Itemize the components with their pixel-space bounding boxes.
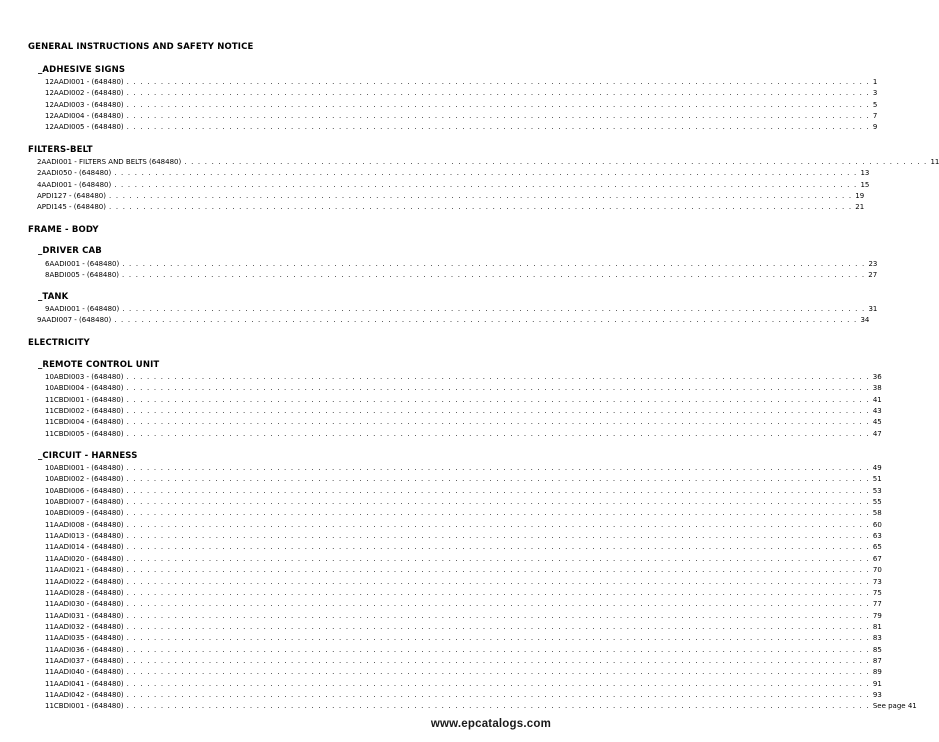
- toc-entry-label: 2AADI001 - FILTERS AND BELTS (648480): [37, 158, 182, 166]
- toc-dot-leader: . . . . . . . . . . . . . . . . . . . . . . . . . . . . . . . . . . . . . . . . . . . . . . . . . . . . . . . . . . . . . . . . . . . . . . . . . . . . . . . . . . . . . . . . . . . . . . . . . . . . . . . . . . . . .: [126, 543, 870, 552]
- toc-entry-page: 65: [872, 543, 882, 552]
- toc-entry-page: 73: [872, 577, 882, 586]
- toc-entry-page: 45: [872, 418, 882, 427]
- toc-entry-page: 87: [872, 656, 882, 665]
- toc-entry-label: 11AADI022 - (648480): [45, 577, 124, 586]
- toc-entry-page: 85: [872, 645, 882, 654]
- toc-entry-label: 11AADI040 - (648480): [45, 668, 124, 677]
- toc-entry-label: 11AADI036 - (648480): [45, 645, 124, 654]
- toc-entry-label: 12AADI002 - (648480): [45, 89, 124, 98]
- toc-entry-label: 11CBDI001 - (648480): [45, 702, 124, 711]
- section-title-frame-body: FRAME - BODY: [28, 225, 99, 235]
- toc-entry-label: 10ABDI009 - (648480): [45, 509, 124, 518]
- toc-entry[interactable]: [45, 520, 882, 531]
- toc-dot-leader: . . . . . . . . . . . . . . . . . . . . . . . . . . . . . . . . . . . . . . . . . . . . . . . . . . . . . . . . . . . . . . . . . . . . . . . . . . . . . . . . . . . . . . . . . . . . . . . . . . . . . . . . . . . . .: [126, 407, 870, 416]
- toc-entry-label: 11AADI037 - (648480): [45, 656, 124, 665]
- toc-entry[interactable]: [37, 168, 870, 179]
- toc-dot-leader: . . . . . . . . . . . . . . . . . . . . . . . . . . . . . . . . . . . . . . . . . . . . . . . . . . . . . . . . . . . . . . . . . . . . . . . . . . . . . . . . . . . . . . . . . . . . . . . . . . . . . . . . . . . . .: [126, 645, 870, 654]
- toc-dot-leader: . . . . . . . . . . . . . . . . . . . . . . . . . . . . . . . . . . . . . . . . . . . . . . . . . . . . . . . . . . . . . . . . . . . . . . . . . . . . . . . . . . . . . . . . . . . . . . . . . . . . . . . . . . . . .: [109, 203, 853, 212]
- toc-entry-label: 11AADI014 - (648480): [45, 543, 124, 552]
- toc-entry-page: 9: [872, 123, 878, 132]
- toc-entry[interactable]: [45, 554, 882, 565]
- toc-entry-label: 8ABDI005 - (648480): [45, 271, 120, 280]
- toc-dot-leader: . . . . . . . . . . . . . . . . . . . . . . . . . . . . . . . . . . . . . . . . . . . . . . . . . . . . . . . . . . . . . . . . . . . . . . . . . . . . . . . . . . . . . . . . . . . . . . . . . . . . . . . . . . . . .: [114, 316, 858, 325]
- toc-entry-label: 4AADI001 - (648480): [37, 180, 112, 189]
- toc-entry[interactable]: [45, 497, 882, 508]
- toc-entry-label: 12AADI005 - (648480): [45, 123, 124, 132]
- toc-entry-label: 11AADI042 - (648480): [45, 691, 124, 699]
- toc-entry[interactable]: [45, 77, 878, 88]
- toc-dot-leader: . . . . . . . . . . . . . . . . . . . . . . . . . . . . . . . . . . . . . . . . . . . . . . . . . . . . . . . . . . . . . . . . . . . . . . . . . . . . . . . . . . . . . . . . . . . . . . . . . . . . . . . . . . . . .: [126, 554, 870, 563]
- toc-entry-page: 60: [872, 520, 882, 529]
- toc-entry[interactable]: [45, 486, 882, 497]
- toc-entry[interactable]: [45, 701, 917, 712]
- toc-dot-leader: . . . . . . . . . . . . . . . . . . . . . . . . . . . . . . . . . . . . . . . . . . . . . . . . . . . . . . . . . . . . . . . . . . . . . . . . . . . . . . . . . . . . . . . . . . . . . . . . . . . . . . . . . . . . .: [126, 622, 870, 631]
- toc-dot-leader: . . . . . . . . . . . . . . . . . . . . . . . . . . . . . . . . . . . . . . . . . . . . . . . . . . . . . . . . . . . . . . . . . . . . . . . . . . . . . . . . . . . . . . . . . . . . . . . . . . . . . . . . . . . . .: [126, 123, 870, 132]
- toc-dot-leader: . . . . . . . . . . . . . . . . . . . . . . . . . . . . . . . . . . . . . . . . . . . . . . . . . . . . . . . . . . . . . . . . . . . . . . . . . . . . . . . . . . . . . . . . . . . . . . . . . . . . . . . . . . . . .: [126, 100, 870, 109]
- toc-dot-leader: . . . . . . . . . . . . . . . . . . . . . . . . . . . . . . . . . . . . . . . . . . . . . . . . . . . . . . . . . . . . . . . . . . . . . . . . . . . . . . . . . . . . . . . . . . . . . . . . . . . . . . . . . . . . .: [184, 158, 928, 166]
- toc-entry[interactable]: [45, 508, 882, 519]
- toc-entry-page: 75: [872, 588, 882, 597]
- toc-entry-label: 11AADI031 - (648480): [45, 611, 124, 620]
- toc-entry-label: 6AADI001 - (648480): [45, 260, 120, 268]
- toc-entry-label: 11AADI020 - (648480): [45, 554, 124, 563]
- toc-entry-label: 11AADI030 - (648480): [45, 600, 124, 609]
- toc-entry-label: 11AADI008 - (648480): [45, 520, 124, 529]
- section-title-electricity: ELECTRICITY: [28, 338, 90, 348]
- toc-entry-page: 70: [872, 566, 882, 575]
- toc-entry-label: 11CBDI004 - (648480): [45, 418, 124, 427]
- toc-entry-page: 23: [868, 260, 878, 268]
- toc-entry-page: 7: [872, 112, 878, 121]
- toc-entry[interactable]: [45, 622, 882, 633]
- toc-entry-label: APDI127 - (648480): [37, 192, 106, 201]
- toc-entry-page: 63: [872, 532, 882, 541]
- toc-dot-leader: . . . . . . . . . . . . . . . . . . . . . . . . . . . . . . . . . . . . . . . . . . . . . . . . . . . . . . . . . . . . . . . . . . . . . . . . . . . . . . . . . . . . . . . . . . . . . . . . . . . . . . . . . . . . .: [126, 532, 870, 541]
- toc-entry-page: 89: [872, 668, 882, 677]
- toc-entry-page: 13: [860, 169, 870, 178]
- toc-entry-label: 11AADI041 - (648480): [45, 679, 124, 688]
- toc-entry-page: 51: [872, 475, 882, 484]
- toc-entry-label: 10ABDI001 - (648480): [45, 464, 124, 472]
- toc-entry[interactable]: [45, 577, 882, 588]
- toc-entry[interactable]: [45, 372, 882, 383]
- toc-dot-leader: . . . . . . . . . . . . . . . . . . . . . . . . . . . . . . . . . . . . . . . . . . . . . . . . . . . . . . . . . . . . . . . . . . . . . . . . . . . . . . . . . . . . . . . . . . . . . . . . . . . . . . . . . . . . .: [126, 486, 870, 495]
- toc-entry-page: 43: [872, 407, 882, 416]
- toc-dot-leader: . . . . . . . . . . . . . . . . . . . . . . . . . . . . . . . . . . . . . . . . . . . . . . . . . . . . . . . . . . . . . . . . . . . . . . . . . . . . . . . . . . . . . . . . . . . . . . . . . . . . . . . . . . . . .: [126, 384, 870, 393]
- toc-entry-page: 3: [872, 89, 878, 98]
- toc-entry-page: 77: [872, 600, 882, 609]
- toc-dot-leader: . . . . . . . . . . . . . . . . . . . . . . . . . . . . . . . . . . . . . . . . . . . . . . . . . . . . . . . . . . . . . . . . . . . . . . . . . . . . . . . . . . . . . . . . . . . . . . . . . . . . . . . . . . . . .: [126, 566, 870, 575]
- toc-entry-label: 11AADI032 - (648480): [45, 622, 124, 631]
- toc-entry-page: 15: [860, 180, 870, 189]
- toc-entry[interactable]: [45, 667, 882, 678]
- toc-dot-leader: . . . . . . . . . . . . . . . . . . . . . . . . . . . . . . . . . . . . . . . . . . . . . . . . . . . . . . . . . . . . . . . . . . . . . . . . . . . . . . . . . . . . . . . . . . . . . . . . . . . . . . . . . . . . .: [126, 475, 870, 484]
- toc-entry-page: 41: [872, 395, 882, 404]
- toc-dot-leader: . . . . . . . . . . . . . . . . . . . . . . . . . . . . . . . . . . . . . . . . . . . . . . . . . . . . . . . . . . . . . . . . . . . . . . . . . . . . . . . . . . . . . . . . . . . . . . . . . . . . . . . . . . . . .: [126, 429, 870, 438]
- toc-entry-label: APDI145 - (648480): [37, 203, 106, 212]
- toc-dot-leader: . . . . . . . . . . . . . . . . . . . . . . . . . . . . . . . . . . . . . . . . . . . . . . . . . . . . . . . . . . . . . . . . . . . . . . . . . . . . . . . . . . . . . . . . . . . . . . . . . . . . . . . . . . . . .: [126, 656, 870, 665]
- toc-dot-leader: . . . . . . . . . . . . . . . . . . . . . . . . . . . . . . . . . . . . . . . . . . . . . . . . . . . . . . . . . . . . . . . . . . . . . . . . . . . . . . . . . . . . . . . . . . . . . . . . . . . . . . . . . . . . .: [126, 668, 870, 677]
- toc-dot-leader: . . . . . . . . . . . . . . . . . . . . . . . . . . . . . . . . . . . . . . . . . . . . . . . . . . . . . . . . . . . . . . . . . . . . . . . . . . . . . . . . . . . . . . . . . . . . . . . . . . . . . . . . . . . . .: [126, 464, 870, 472]
- toc-entry-page: 19: [855, 192, 865, 201]
- toc-entry-label: 10ABDI007 - (648480): [45, 498, 124, 507]
- toc-dot-leader: . . . . . . . . . . . . . . . . . . . . . . . . . . . . . . . . . . . . . . . . . . . . . . . . . . . . . . . . . . . . . . . . . . . . . . . . . . . . . . . . . . . . . . . . . . . . . . . . . . . . . . . . . . . . .: [126, 112, 870, 121]
- toc-dot-leader: . . . . . . . . . . . . . . . . . . . . . . . . . . . . . . . . . . . . . . . . . . . . . . . . . . . . . . . . . . . . . . . . . . . . . . . . . . . . . . . . . . . . . . . . . . . . . . . . . . . . . . . . . . . . .: [126, 600, 870, 609]
- toc-dot-leader: . . . . . . . . . . . . . . . . . . . . . . . . . . . . . . . . . . . . . . . . . . . . . . . . . . . . . . . . . . . . . . . . . . . . . . . . . . . . . . . . . . . . . . . . . . . . . . . . . . . . . . . . . . . . .: [126, 577, 870, 586]
- toc-dot-leader: . . . . . . . . . . . . . . . . . . . . . . . . . . . . . . . . . . . . . . . . . . . . . . . . . . . . . . . . . . . . . . . . . . . . . . . . . . . . . . . . . . . . . . . . . . . . . . . . . . . . . . . . . . . . .: [122, 271, 866, 280]
- toc-entry[interactable]: [45, 645, 882, 656]
- toc-entry[interactable]: [37, 191, 865, 202]
- toc-entry-label: 2AADI050 - (648480): [37, 169, 112, 178]
- toc-entry[interactable]: [45, 474, 882, 485]
- toc-dot-leader: . . . . . . . . . . . . . . . . . . . . . . . . . . . . . . . . . . . . . . . . . . . . . . . . . . . . . . . . . . . . . . . . . . . . . . . . . . . . . . . . . . . . . . . . . . . . . . . . . . . . . . . . . . . . .: [126, 691, 870, 699]
- toc-dot-leader: . . . . . . . . . . . . . . . . . . . . . . . . . . . . . . . . . . . . . . . . . . . . . . . . . . . . . . . . . . . . . . . . . . . . . . . . . . . . . . . . . . . . . . . . . . . . . . . . . . . . . . . . . . . . .: [114, 169, 858, 178]
- toc-entry-label: 10ABDI004 - (648480): [45, 384, 124, 393]
- toc-entry-label: 11AADI021 - (648480): [45, 566, 124, 575]
- toc-dot-leader: . . . . . . . . . . . . . . . . . . . . . . . . . . . . . . . . . . . . . . . . . . . . . . . . . . . . . . . . . . . . . . . . . . . . . . . . . . . . . . . . . . . . . . . . . . . . . . . . . . . . . . . . . . . . .: [109, 192, 853, 201]
- toc-dot-leader: . . . . . . . . . . . . . . . . . . . . . . . . . . . . . . . . . . . . . . . . . . . . . . . . . . . . . . . . . . . . . . . . . . . . . . . . . . . . . . . . . . . . . . . . . . . . . . . . . . . . . . . . . . . . .: [126, 679, 870, 688]
- toc-entry[interactable]: [45, 383, 882, 394]
- toc-dot-leader: . . . . . . . . . . . . . . . . . . . . . . . . . . . . . . . . . . . . . . . . . . . . . . . . . . . . . . . . . . . . . . . . . . . . . . . . . . . . . . . . . . . . . . . . . . . . . . . . . . . . . . . . . . . . .: [114, 180, 858, 189]
- toc-dot-leader: . . . . . . . . . . . . . . . . . . . . . . . . . . . . . . . . . . . . . . . . . . . . . . . . . . . . . . . . . . . . . . . . . . . . . . . . . . . . . . . . . . . . . . . . . . . . . . . . . . . . . . . . . . . . .: [122, 260, 866, 268]
- toc-dot-leader: . . . . . . . . . . . . . . . . . . . . . . . . . . . . . . . . . . . . . . . . . . . . . . . . . . . . . . . . . . . . . . . . . . . . . . . . . . . . . . . . . . . . . . . . . . . . . . . . . . . . . . . . . . . . .: [126, 373, 870, 381]
- toc-entry-label: 12AADI004 - (648480): [45, 112, 124, 121]
- subsection-title-circuit-harness: _CIRCUIT - HARNESS: [38, 451, 138, 461]
- toc-entry[interactable]: [45, 88, 878, 99]
- toc-entry[interactable]: [45, 304, 878, 315]
- toc-entry[interactable]: [45, 270, 878, 281]
- toc-entry-label: 11AADI035 - (648480): [45, 634, 124, 643]
- toc-entry-label: 12AADI001 - (648480): [45, 78, 124, 86]
- toc-entry[interactable]: [37, 180, 870, 191]
- toc-dot-leader: . . . . . . . . . . . . . . . . . . . . . . . . . . . . . . . . . . . . . . . . . . . . . . . . . . . . . . . . . . . . . . . . . . . . . . . . . . . . . . . . . . . . . . . . . . . . . . . . . . . . . . . . . . . . .: [126, 395, 870, 404]
- toc-entry[interactable]: [45, 542, 882, 553]
- toc-entry-page: 38: [872, 384, 882, 393]
- toc-entry[interactable]: [45, 679, 882, 690]
- toc-entry[interactable]: [45, 395, 882, 406]
- toc-entry[interactable]: [45, 611, 882, 622]
- toc-entry[interactable]: [37, 157, 939, 168]
- toc-entry-page: 47: [872, 429, 882, 438]
- toc-dot-leader: . . . . . . . . . . . . . . . . . . . . . . . . . . . . . . . . . . . . . . . . . . . . . . . . . . . . . . . . . . . . . . . . . . . . . . . . . . . . . . . . . . . . . . . . . . . . . . . . . . . . . . . . . . . . .: [122, 305, 866, 313]
- toc-dot-leader: . . . . . . . . . . . . . . . . . . . . . . . . . . . . . . . . . . . . . . . . . . . . . . . . . . . . . . . . . . . . . . . . . . . . . . . . . . . . . . . . . . . . . . . . . . . . . . . . . . . . . . . . . . . . .: [126, 611, 870, 620]
- toc-entry-label: 11AADI013 - (648480): [45, 532, 124, 541]
- toc-entry-page: 1: [872, 78, 878, 86]
- watermark-url: www.epcatalogs.com: [430, 718, 551, 730]
- section-title-filters-belt: FILTERS-BELT: [28, 145, 93, 155]
- toc-entry-page: 21: [855, 203, 865, 212]
- toc-entry[interactable]: [45, 100, 878, 111]
- toc-entry[interactable]: [45, 633, 882, 644]
- toc-entry[interactable]: [45, 599, 882, 610]
- toc-entry-page: 36: [872, 373, 882, 381]
- toc-entry-page: 31: [868, 305, 878, 313]
- toc-entry-page: 79: [872, 611, 882, 620]
- subsection-title-driver-cab: _DRIVER CAB: [38, 246, 102, 256]
- subsection-title-remote-control-unit: _REMOTE CONTROL UNIT: [38, 360, 160, 370]
- toc-entry-page: See page 41: [872, 702, 917, 711]
- toc-entry[interactable]: [45, 656, 882, 667]
- toc-dot-leader: . . . . . . . . . . . . . . . . . . . . . . . . . . . . . . . . . . . . . . . . . . . . . . . . . . . . . . . . . . . . . . . . . . . . . . . . . . . . . . . . . . . . . . . . . . . . . . . . . . . . . . . . . . . . .: [126, 588, 870, 597]
- toc-entry-page: 67: [872, 554, 882, 563]
- toc-entry[interactable]: [45, 417, 882, 428]
- toc-entry-page: 83: [872, 634, 882, 643]
- toc-entry-label: 11CBDI001 - (648480): [45, 395, 124, 404]
- toc-entry-page: 49: [872, 464, 882, 472]
- toc-dot-leader: . . . . . . . . . . . . . . . . . . . . . . . . . . . . . . . . . . . . . . . . . . . . . . . . . . . . . . . . . . . . . . . . . . . . . . . . . . . . . . . . . . . . . . . . . . . . . . . . . . . . . . . . . . . . .: [126, 634, 870, 643]
- toc-entry-page: 55: [872, 498, 882, 507]
- toc-entry-page: 5: [872, 100, 878, 109]
- section-title-general: GENERAL INSTRUCTIONS AND SAFETY NOTICE: [28, 42, 254, 52]
- toc-entry-page: 11: [930, 158, 939, 166]
- toc-dot-leader: . . . . . . . . . . . . . . . . . . . . . . . . . . . . . . . . . . . . . . . . . . . . . . . . . . . . . . . . . . . . . . . . . . . . . . . . . . . . . . . . . . . . . . . . . . . . . . . . . . . . . . . . . . . . .: [126, 89, 870, 98]
- toc-entry[interactable]: [45, 565, 882, 576]
- toc-entry[interactable]: [37, 315, 870, 326]
- subsection-title-adhesive-signs: _ADHESIVE SIGNS: [38, 65, 126, 75]
- toc-entry-label: 11CBDI002 - (648480): [45, 407, 124, 416]
- toc-entry-page: 81: [872, 622, 882, 631]
- toc-entry[interactable]: [45, 122, 878, 133]
- toc-entry-page: 53: [872, 486, 882, 495]
- toc-entry-page: 27: [868, 271, 878, 280]
- toc-entry[interactable]: [45, 531, 882, 542]
- toc-entry-page: 93: [872, 691, 882, 699]
- toc-dot-leader: . . . . . . . . . . . . . . . . . . . . . . . . . . . . . . . . . . . . . . . . . . . . . . . . . . . . . . . . . . . . . . . . . . . . . . . . . . . . . . . . . . . . . . . . . . . . . . . . . . . . . . . . . . . . .: [126, 418, 870, 427]
- toc-entry[interactable]: [37, 202, 865, 213]
- toc-entry[interactable]: [45, 111, 878, 122]
- toc-entry[interactable]: [45, 690, 882, 701]
- toc-entry[interactable]: [45, 463, 882, 474]
- subsection-title-tank: _TANK: [38, 292, 69, 302]
- toc-dot-leader: . . . . . . . . . . . . . . . . . . . . . . . . . . . . . . . . . . . . . . . . . . . . . . . . . . . . . . . . . . . . . . . . . . . . . . . . . . . . . . . . . . . . . . . . . . . . . . . . . . . . . . . . . . . . .: [126, 520, 870, 529]
- toc-dot-leader: . . . . . . . . . . . . . . . . . . . . . . . . . . . . . . . . . . . . . . . . . . . . . . . . . . . . . . . . . . . . . . . . . . . . . . . . . . . . . . . . . . . . . . . . . . . . . . . . . . . . . . . . . . . . .: [126, 498, 870, 507]
- toc-entry-label: 10ABDI002 - (648480): [45, 475, 124, 484]
- toc-entry-label: 12AADI003 - (648480): [45, 100, 124, 109]
- toc-entry[interactable]: [45, 429, 882, 440]
- toc-entry[interactable]: [45, 588, 882, 599]
- toc-entry-label: 11AADI028 - (648480): [45, 588, 124, 597]
- toc-entry-label: 9AADI001 - (648480): [45, 305, 120, 313]
- toc-entry-label: 10ABDI003 - (648480): [45, 373, 124, 381]
- toc-dot-leader: . . . . . . . . . . . . . . . . . . . . . . . . . . . . . . . . . . . . . . . . . . . . . . . . . . . . . . . . . . . . . . . . . . . . . . . . . . . . . . . . . . . . . . . . . . . . . . . . . . . . . . . . . . . . .: [126, 509, 870, 518]
- toc-entry-page: 58: [872, 509, 882, 518]
- toc-entry-label: 9AADI007 - (648480): [37, 316, 112, 325]
- toc-entry-page: 34: [860, 316, 870, 325]
- toc-entry[interactable]: [45, 406, 882, 417]
- toc-entry-label: 11CBDI005 - (648480): [45, 429, 124, 438]
- toc-dot-leader: . . . . . . . . . . . . . . . . . . . . . . . . . . . . . . . . . . . . . . . . . . . . . . . . . . . . . . . . . . . . . . . . . . . . . . . . . . . . . . . . . . . . . . . . . . . . . . . . . . . . . . . . . . . . .: [126, 702, 870, 711]
- toc-entry-page: 91: [872, 679, 882, 688]
- toc-entry-label: 10ABDI006 - (648480): [45, 486, 124, 495]
- toc-dot-leader: . . . . . . . . . . . . . . . . . . . . . . . . . . . . . . . . . . . . . . . . . . . . . . . . . . . . . . . . . . . . . . . . . . . . . . . . . . . . . . . . . . . . . . . . . . . . . . . . . . . . . . . . . . . . .: [126, 78, 870, 86]
- toc-entry[interactable]: [45, 259, 878, 270]
